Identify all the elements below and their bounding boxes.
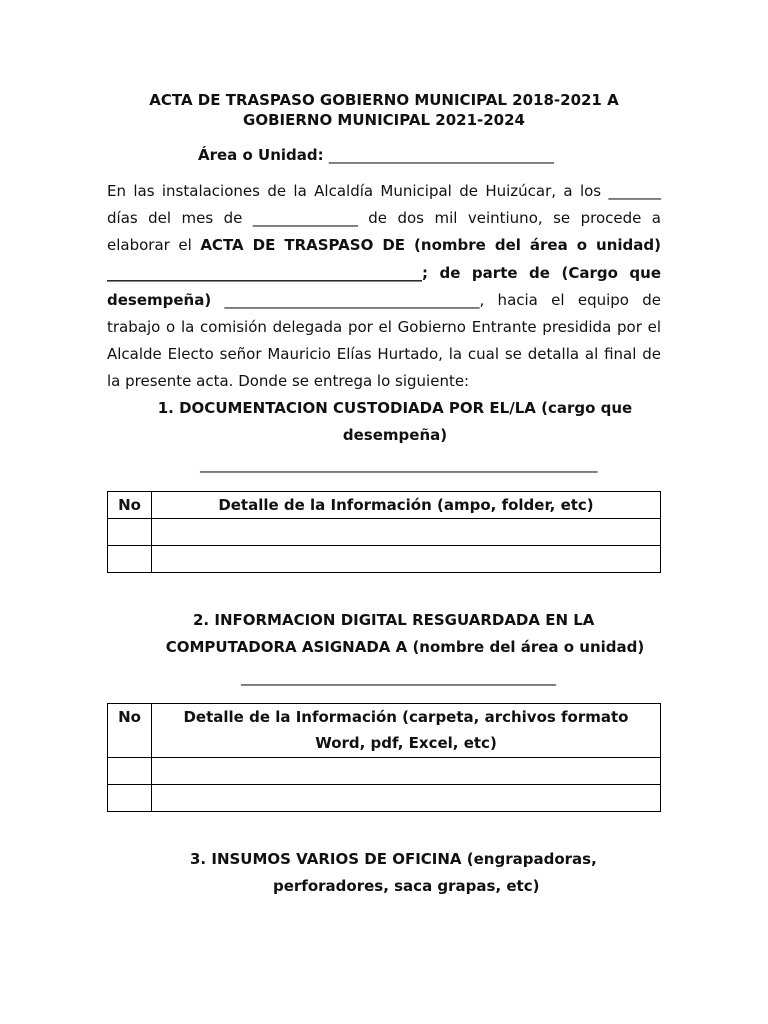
table-cell-detail[interactable] bbox=[152, 519, 661, 546]
table-header-detail bbox=[152, 704, 661, 758]
table-cell-detail[interactable] bbox=[152, 546, 661, 573]
para-line-3-bold: ACTA DE TRASPASO DE (nombre del área o unidad) bbox=[200, 236, 661, 255]
table-header-detail-line-2: Word, pdf, Excel, etc) bbox=[315, 734, 497, 752]
section-3-heading-line-2: perforadores, saca grapas, etc) bbox=[273, 877, 540, 895]
table-header-row bbox=[108, 704, 661, 758]
section-1-heading-line-1: 1. DOCUMENTACION CUSTODIADA POR EL/LA (cargo que bbox=[157, 399, 633, 417]
para-line-5-bold: desempeña) bbox=[107, 290, 212, 309]
area-label: Área o Unidad: bbox=[198, 146, 324, 164]
table-header-no: No bbox=[108, 492, 152, 519]
table-cell-detail[interactable] bbox=[152, 785, 661, 812]
title-line-2: GOBIERNO MUNICIPAL 2021-2024 bbox=[243, 111, 525, 129]
section-2-table bbox=[107, 703, 661, 812]
table-header-row bbox=[108, 492, 661, 519]
area-unit-line bbox=[198, 145, 554, 165]
para-line-5-text: __________________________________, hacia el equipo de bbox=[211, 290, 661, 309]
section-2-heading-line-1: 2. INFORMACION DIGITAL RESGUARDADA EN LA bbox=[193, 611, 595, 629]
para-line-8: la presente acta. Donde se entrega lo siguiente: bbox=[107, 372, 470, 391]
section-1-heading-line-2: desempeña) bbox=[342, 426, 448, 444]
title-line-1: ACTA DE TRASPASO GOBIERNO MUNICIPAL 2018-2021 A bbox=[149, 91, 619, 109]
section-3-heading bbox=[150, 846, 660, 900]
para-line-3 bbox=[107, 232, 661, 259]
table-header-detail: Detalle de la Información (ampo, folder, etc) bbox=[152, 492, 661, 519]
table-cell-detail[interactable] bbox=[152, 758, 661, 785]
intro-paragraph bbox=[107, 178, 661, 396]
table-cell-no[interactable] bbox=[108, 785, 152, 812]
table-header-no: No bbox=[108, 704, 152, 758]
table-cell-no[interactable] bbox=[108, 546, 152, 573]
section-2-blank: __________________________________________ bbox=[241, 668, 556, 686]
section-3-heading-line-1: 3. INSUMOS VARIOS DE OFICINA (engrapadoras, bbox=[190, 850, 597, 868]
table-header-detail-line-1: Detalle de la Información (carpeta, archivos formato bbox=[183, 708, 629, 726]
section-2-heading bbox=[150, 607, 660, 661]
table-row bbox=[108, 519, 661, 546]
section-1-heading bbox=[150, 395, 640, 449]
table-row bbox=[108, 758, 661, 785]
para-line-6: trabajo o la comisión delegada por el Gobierno Entrante presidida por el bbox=[107, 318, 661, 337]
table-row bbox=[108, 546, 661, 573]
table-cell-no[interactable] bbox=[108, 519, 152, 546]
section-1-blank: _____________________________________________________ bbox=[200, 455, 598, 473]
section-2-heading-line-2: COMPUTADORA ASIGNADA A (nombre del área o unidad) bbox=[165, 638, 645, 656]
para-line-1: En las instalaciones de la Alcaldía Municipal de Huizúcar, a los _______ bbox=[107, 182, 661, 200]
table-cell-no[interactable] bbox=[108, 758, 152, 785]
para-line-7: Alcalde Electo señor Mauricio Elías Hurtado, la cual se detalla al final de bbox=[107, 345, 661, 364]
table-row bbox=[108, 785, 661, 812]
area-blank: ______________________________ bbox=[328, 146, 554, 164]
para-line-2: días del mes de ______________ de dos mil veintiuno, se procede a bbox=[107, 209, 661, 228]
para-line-4: __________________________________________; de parte de (Cargo que bbox=[107, 263, 661, 282]
para-line-3-text: elaborar el bbox=[107, 236, 201, 255]
document-title bbox=[107, 90, 661, 130]
para-line-5 bbox=[107, 287, 661, 314]
section-1-table bbox=[107, 491, 661, 573]
